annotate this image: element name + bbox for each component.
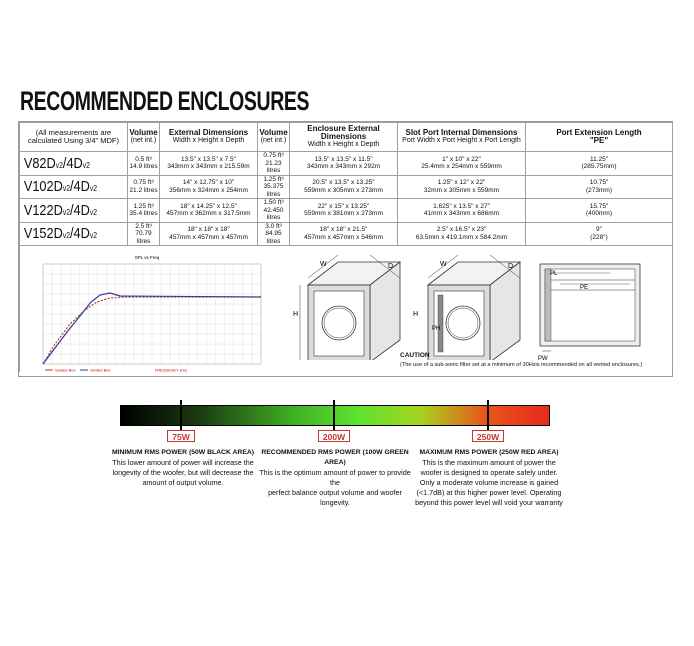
slot-port-dimensions: 2.5" x 16.5" x 23" 63.5mm x 419.1mm x 584.2mm [398,222,526,246]
power-tick-200w [333,400,335,432]
min-power-line: longevity of the woofer, but will decrease the [112,468,254,477]
dim-h-label: H [293,311,299,318]
enclosure-dimensions: 18" x 18" x 21.5" 457mm x 457mm x 546mm [290,222,398,246]
header-port-extension: Port Extension Length "PE" [526,123,673,152]
port-extension-length: 15.75" (400mm) [526,199,673,223]
dim-pe-label: PE [580,285,589,291]
graph-title: SPL vs Freq [134,255,160,260]
external-dimensions: 18" x 18" x 18" 457mm x 457mm x 457mm [160,222,258,246]
port-top-view-diagram [530,256,670,362]
max-power-line: woofer is designed to operate safely under. [420,468,558,477]
power-mark-200w: 200W [318,430,350,442]
power-tick-250w [487,400,489,432]
enclosure-dimensions: 13.5" x 13.5" x 11.5" 343mm x 343mm x 292m [290,152,398,176]
sealed-volume: 0.5 ft³ 14.9 litres [128,152,160,176]
dim-pw-label: PW [538,356,548,362]
max-power-line: (<1.7dB) at this higher power level. Operating [416,488,562,497]
table-header-row [20,123,673,152]
header-volume-vented: Volume (net int.) [258,123,290,152]
model-name: V82Dv2/4Dv2 [20,152,112,176]
model-name: V102Dv2/4Dv2 [20,175,112,199]
port-extension-length: 10.75" (273mm) [526,175,673,199]
external-dimensions: 18" x 14.25" x 12.5" 457mm x 362mm x 317.5mm [160,199,258,223]
table-row [20,222,673,246]
measurement-note: (All measurements are calculated Using 3/4" MDF) [20,123,128,152]
dim-pl-label: PL [550,271,558,277]
port-extension-length: 11.25" (285.75mm) [526,152,673,176]
enclosure-dimensions: 20.5" x 13.5" x 13.25" 559mm x 305mm x 273mm [290,175,398,199]
dim-w-label: W [320,261,327,268]
model-name: V152Dv2/4Dv2 [20,222,112,246]
header-volume-sealed: Volume (net int.) [128,123,160,152]
vented-volume: 0.75 ft³ 21.23 litres [258,152,290,176]
spl-graph [25,252,265,378]
min-power-line: This lower amount of power will increase the [112,458,254,467]
external-dimensions: 13.5" x 13.5" x 7.5" 343mm x 343mm x 215.59m [160,152,258,176]
power-tick-75w [180,400,182,432]
dim-h-label-2: H [413,311,419,318]
min-power-title: MINIMUM RMS POWER (50W BLACK AREA) [111,449,255,456]
slot-port-dimensions: 1.625" x 13.5" x 27" 41mm x 343mm x 686mm [398,199,526,223]
slot-port-dimensions: 1.25" x 12" x 22" 32mm x 305mm x 559mm [398,175,526,199]
recommended-power-block [255,448,415,508]
max-power-block [414,448,564,508]
max-power-line: This is the maximum amount of power the [422,458,556,467]
power-mark-75w: 75W [167,430,195,442]
port-extension-length: 9" (228") [526,222,673,246]
table-row [20,199,673,223]
max-power-title: MAXIMUM RMS POWER (250W RED AREA) [419,449,559,456]
vented-volume: 1.50 ft³ 42.450 litres [258,199,290,223]
power-gradient-bar [120,405,550,426]
table-row [20,152,673,176]
external-dimensions: 14" x 12.75" x 10" 356mm x 324mm x 254mm [160,175,258,199]
power-mark-250w: 250W [472,430,504,442]
sealed-volume: 0.75 ft³ 21.2 litres [128,175,160,199]
caution-title: CAUTION [400,352,430,359]
page-title: RECOMMENDED ENCLOSURES [20,86,310,116]
min-power-line: amount of output volume. [142,478,224,487]
legend-vented: Vented Box [90,367,111,373]
header-enclosure-dimensions: Enclosure External Dimensions Width x Height x Depth [290,123,398,152]
vented-volume: 3.0 ft³ 84.95 litres [258,222,290,246]
max-power-line: Only a moderate volume increase is gained [419,478,559,487]
sealed-box-diagram [290,250,410,360]
dim-w-label-2: W [440,261,447,268]
graph-xlabel: FREQUENCY (Hz) [155,368,187,373]
header-external-dimensions: External Dimensions Width x Height x Depth [160,123,258,152]
max-power-line: beyond this power level will void your warranty [415,498,563,507]
enclosure-dimensions: 22" x 15" x 13.25" 559mm x 381mm x 273mm [290,199,398,223]
header-slot-port-dimensions: Slot Port Internal Dimensions Port Width x Port Height x Port Length [398,123,526,152]
model-name: V122Dv2/4Dv2 [20,199,112,223]
min-power-block [108,448,258,488]
legend-sealed: Sealed Box [55,367,76,373]
vented-box-diagram [410,250,530,360]
recommended-power-line: This is the optimum amount of power to provide the [259,468,411,487]
dim-d-label: D [388,263,394,270]
recommended-power-title: RECOMMENDED RMS POWER (100W GREEN AREA) [261,449,409,466]
dim-ph-label: PH [432,326,441,332]
table-row [20,175,673,199]
recommended-power-line: perfect balance output volume and woofer longevity. [268,488,402,507]
sealed-volume: 2.5 ft³ 70.79 litres [128,222,160,246]
caution-text: (The use of a sub-sonic filter set at a minimum of 30Hzis recommended on all vented enclosures.) [400,362,643,368]
sealed-volume: 1.25 ft³ 35.4 litres [128,199,160,223]
dim-d-label-2: D [508,263,514,270]
vented-volume: 1.25 ft³ 35.375 litres [258,175,290,199]
slot-port-dimensions: 1" x 10" x 22" 25.4mm x 254mm x 559mm [398,152,526,176]
